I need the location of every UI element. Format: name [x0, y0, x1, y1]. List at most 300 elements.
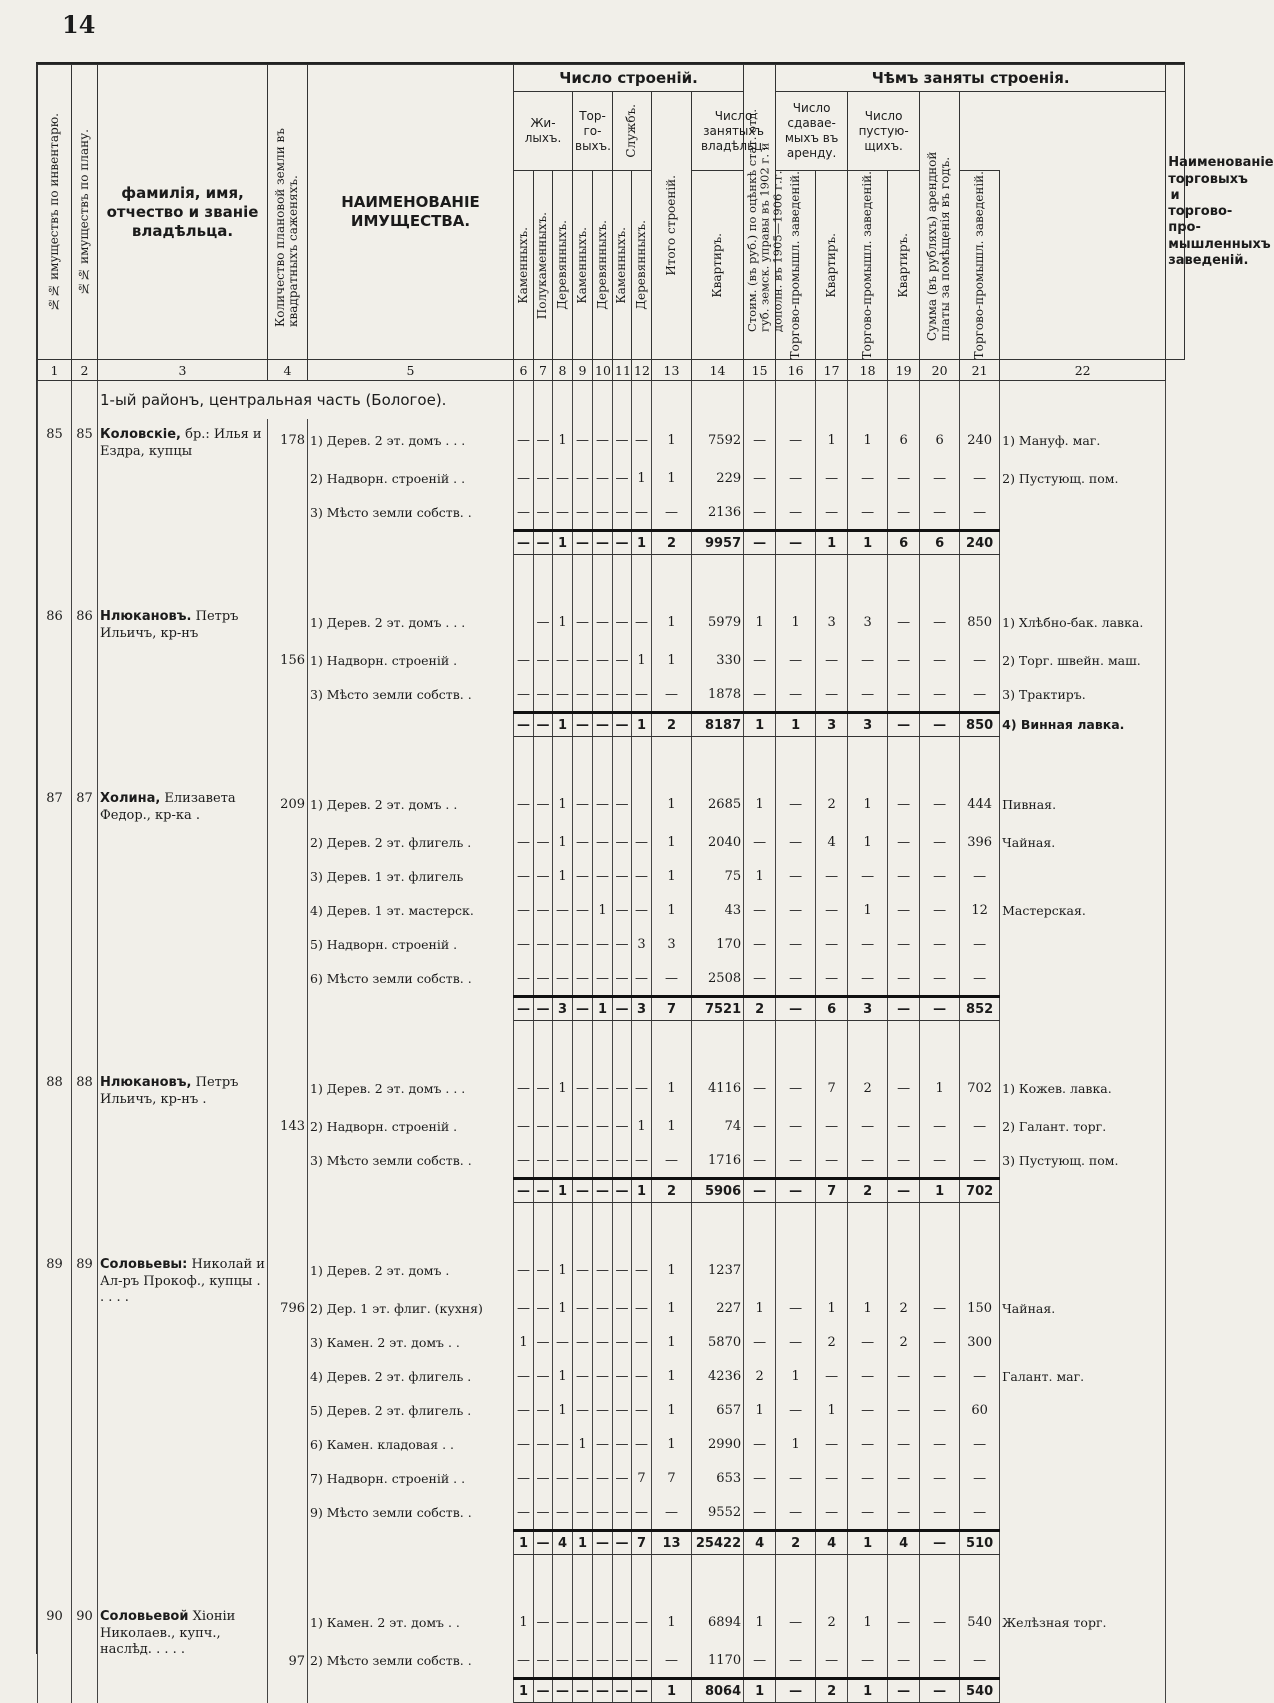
value-cell: — [534, 893, 553, 927]
value-cell: 6 [920, 419, 960, 461]
total-cell: 2 [848, 1179, 888, 1203]
inventory-number: 90 [38, 1601, 72, 1643]
owner-details: Петръ Ильичъ, кр-нъ . [100, 1075, 239, 1107]
empty-cell [816, 381, 848, 420]
value-cell: — [573, 1393, 593, 1427]
value-cell: — [573, 495, 593, 531]
value-cell: 2 [888, 1291, 920, 1325]
value-cell: — [573, 893, 593, 927]
header-value: Стоим. (въ руб.) по оцѣнкѣ стат. отд. губ. земск. управы въ 1902 г. и дополн. въ 1905—1906 г.г. [745, 109, 785, 333]
value-cell: 3 [848, 601, 888, 643]
value-cell: 1 [652, 601, 692, 643]
value-cell: — [593, 419, 613, 461]
plan-number: 85 [72, 419, 98, 461]
establishment-name [1000, 927, 1166, 961]
value-cell: — [573, 461, 593, 495]
column-number-row [38, 360, 1185, 381]
total-cell: 2 [816, 1679, 848, 1703]
empty-cell [268, 531, 308, 555]
land-area: 97 [268, 1643, 308, 1679]
empty-cell [98, 737, 268, 784]
property-name: 5) Дерев. 2 эт. флигель . [308, 1393, 514, 1427]
empty-cell [38, 1359, 72, 1393]
empty-cell [534, 555, 553, 602]
value-cell: — [816, 1143, 848, 1179]
header-wooden: Деревянныхъ. [554, 220, 569, 311]
total-cell: — [613, 1179, 632, 1203]
value-cell: — [632, 1249, 652, 1291]
total-cell: 1 [652, 1679, 692, 1703]
value-cell: — [613, 1291, 632, 1325]
empty-cell [593, 737, 613, 784]
value-cell: — [816, 677, 848, 713]
empty-cell [268, 1021, 308, 1068]
value-cell: 43 [692, 893, 744, 927]
spacer-row [38, 1203, 1185, 1250]
value-cell: 2685 [692, 783, 744, 825]
value-cell: — [632, 1291, 652, 1325]
empty-cell [652, 1555, 692, 1602]
total-cell: — [613, 997, 632, 1021]
total-cell: 3 [848, 713, 888, 737]
value-cell: — [744, 1067, 776, 1109]
empty-cell [268, 1461, 308, 1495]
empty-cell [920, 1021, 960, 1068]
property-name: 1) Дерев. 2 эт. домъ . . . [308, 419, 514, 461]
total-cell: — [888, 1679, 920, 1703]
empty-cell [776, 555, 816, 602]
header-total-buildings: Итого строеній. [663, 175, 678, 277]
value-cell: — [573, 1249, 593, 1291]
value-cell [920, 1249, 960, 1291]
column-number: 12 [632, 360, 652, 381]
value-cell: — [534, 1393, 553, 1427]
empty-cell [98, 531, 268, 555]
value-cell: — [960, 495, 1000, 531]
value-cell: — [593, 1359, 613, 1393]
value-cell: — [632, 419, 652, 461]
empty-cell [38, 713, 72, 737]
header-rent-sum: Сумма (въ рубляхъ) арендной платы за помѣщенія въ годъ. [925, 151, 953, 341]
land-area: 156 [268, 643, 308, 677]
value-cell: 1 [593, 893, 613, 927]
value-cell: 1 [652, 461, 692, 495]
value-cell: — [920, 495, 960, 531]
value-cell: — [816, 643, 848, 677]
value-cell: — [744, 677, 776, 713]
value-cell: — [960, 1143, 1000, 1179]
value-cell: 1 [776, 601, 816, 643]
value-cell: 1716 [692, 1143, 744, 1179]
value-cell: — [593, 1109, 613, 1143]
value-cell: — [920, 1109, 960, 1143]
value-cell: 1 [553, 783, 573, 825]
value-cell: — [920, 961, 960, 997]
total-cell: 3 [848, 997, 888, 1021]
empty-cell [72, 1643, 98, 1679]
empty-cell [38, 927, 72, 961]
owner-cell [98, 1249, 268, 1531]
empty-cell [72, 737, 98, 784]
value-cell: — [632, 1359, 652, 1393]
value-cell: — [573, 1143, 593, 1179]
entry-total-row [38, 713, 1185, 737]
value-cell: — [920, 461, 960, 495]
establishment-name: 1) Кожев. лавка. [1000, 1067, 1166, 1109]
empty-cell [514, 737, 534, 784]
empty-cell [72, 1143, 98, 1179]
column-number: 5 [308, 360, 514, 381]
establishment-name: Чайная. [1000, 825, 1166, 859]
entry-total-row [38, 1179, 1185, 1203]
total-cell: — [593, 713, 613, 737]
value-cell: — [514, 1427, 534, 1461]
value-cell: — [888, 859, 920, 893]
property-name: 1) Дерев. 2 эт. домъ . [308, 1249, 514, 1291]
value-cell: 7 [652, 1461, 692, 1495]
value-cell: 7 [632, 1461, 652, 1495]
empty-cell [514, 555, 534, 602]
property-register-table [37, 64, 1274, 1703]
value-cell: — [553, 1109, 573, 1143]
value-cell: 2508 [692, 961, 744, 997]
empty-cell [514, 1021, 534, 1068]
value-cell: 1 [553, 601, 573, 643]
empty-cell [72, 1393, 98, 1427]
value-cell: — [888, 893, 920, 927]
value-cell: — [534, 1067, 553, 1109]
total-cell: 7 [816, 1179, 848, 1203]
value-cell: — [816, 1495, 848, 1531]
value-cell: — [534, 825, 553, 859]
empty-cell [593, 555, 613, 602]
value-cell: — [920, 1461, 960, 1495]
property-name: 9) Мѣсто земли собств. . [308, 1495, 514, 1531]
owner-surname: Нлюкановъ. [100, 609, 192, 625]
empty-cell [38, 825, 72, 859]
empty-cell [632, 381, 652, 420]
owner-cell [98, 1067, 268, 1179]
establishment-name [1000, 997, 1166, 1021]
total-cell: — [888, 997, 920, 1021]
total-cell: — [573, 531, 593, 555]
value-cell: — [888, 1067, 920, 1109]
value-cell: 1 [652, 1359, 692, 1393]
total-cell: — [534, 1179, 553, 1203]
value-cell: — [744, 495, 776, 531]
total-cell: 8187 [692, 713, 744, 737]
value-cell: — [776, 1143, 816, 1179]
value-cell: — [920, 1427, 960, 1461]
value-cell: — [816, 1359, 848, 1393]
value-cell: — [888, 1359, 920, 1393]
value-cell: — [593, 495, 613, 531]
empty-cell [692, 1021, 744, 1068]
value-cell: — [816, 859, 848, 893]
owner-details: Петръ Ильичъ, кр-нъ [100, 609, 239, 641]
empty-cell [553, 1203, 573, 1250]
value-cell: — [593, 1067, 613, 1109]
header-service-wooden: Деревянныхъ. [633, 220, 648, 311]
empty-cell [308, 1179, 514, 1203]
value-cell: — [744, 927, 776, 961]
land-area: 178 [268, 419, 308, 461]
property-name: 4) Дерев. 2 эт. флигель . [308, 1359, 514, 1393]
empty-cell [573, 1555, 593, 1602]
value-cell: 1 [553, 825, 573, 859]
value-cell: — [573, 419, 593, 461]
land-area: 143 [268, 1109, 308, 1143]
value-cell: 1 [652, 825, 692, 859]
empty-cell [553, 1021, 573, 1068]
value-cell: — [573, 1643, 593, 1679]
empty-cell [268, 737, 308, 784]
empty-cell [38, 1021, 72, 1068]
value-cell: — [613, 643, 632, 677]
property-name: 1) Дерев. 2 эт. домъ . . [308, 783, 514, 825]
value-cell: 227 [692, 1291, 744, 1325]
empty-cell [534, 1555, 553, 1602]
header-service-stone: Каменныхъ. [614, 226, 629, 304]
property-name: 2) Надворн. строеній . . [308, 461, 514, 495]
value-cell: 5870 [692, 1325, 744, 1359]
column-number: 9 [573, 360, 593, 381]
value-cell: — [573, 1359, 593, 1393]
value-cell: — [744, 1143, 776, 1179]
empty-cell [38, 495, 72, 531]
total-cell: — [920, 1679, 960, 1703]
value-cell: — [776, 1495, 816, 1531]
value-cell: — [776, 927, 816, 961]
value-cell: 3 [816, 601, 848, 643]
property-name: 5) Надворн. строеній . [308, 927, 514, 961]
value-cell: — [816, 461, 848, 495]
total-cell: — [573, 997, 593, 1021]
value-cell: 1 [848, 893, 888, 927]
empty-cell [72, 1495, 98, 1531]
empty-cell [38, 961, 72, 997]
value-cell: — [776, 783, 816, 825]
value-cell: — [848, 859, 888, 893]
total-cell: — [888, 713, 920, 737]
value-cell: 300 [960, 1325, 1000, 1359]
establishment-name [1000, 1679, 1166, 1703]
value-cell: 1 [652, 1249, 692, 1291]
value-cell: 1 [632, 461, 652, 495]
empty-cell [308, 1203, 514, 1250]
value-cell: 1170 [692, 1643, 744, 1679]
value-cell: — [848, 1109, 888, 1143]
value-cell: 170 [692, 927, 744, 961]
owner-cell [98, 419, 268, 531]
value-cell: — [960, 1461, 1000, 1495]
empty-cell [888, 737, 920, 784]
value-cell: — [593, 1495, 613, 1531]
empty-cell [920, 1555, 960, 1602]
property-row [38, 1067, 1185, 1109]
value-cell: — [534, 419, 553, 461]
property-name: 3) Мѣсто земли собств. . [308, 677, 514, 713]
property-name: 3) Камен. 2 эт. домъ . . [308, 1325, 514, 1359]
value-cell: — [613, 677, 632, 713]
value-cell: — [534, 1359, 553, 1393]
value-cell: — [573, 1325, 593, 1359]
entry-total-row [38, 997, 1185, 1021]
value-cell: 1 [848, 419, 888, 461]
value-cell: — [776, 1109, 816, 1143]
empty-cell [268, 1601, 308, 1643]
empty-cell [308, 997, 514, 1021]
header-living: Жи-лыхъ. [514, 92, 573, 171]
entry-total-row [38, 1679, 1185, 1703]
value-cell: — [744, 1325, 776, 1359]
value-cell: — [573, 677, 593, 713]
value-cell: — [888, 927, 920, 961]
total-cell: — [553, 1679, 573, 1703]
column-number: 4 [268, 360, 308, 381]
empty-cell [38, 1109, 72, 1143]
empty-cell [776, 737, 816, 784]
empty-cell [848, 381, 888, 420]
value-cell: — [593, 461, 613, 495]
total-cell: 1 [744, 1679, 776, 1703]
empty-cell [776, 1021, 816, 1068]
value-cell: — [888, 961, 920, 997]
value-cell: — [632, 1495, 652, 1531]
value-cell [888, 1249, 920, 1291]
value-cell: — [514, 1067, 534, 1109]
empty-cell [98, 1679, 268, 1703]
empty-cell [308, 555, 514, 602]
value-cell: 1 [848, 825, 888, 859]
empty-cell [593, 1555, 613, 1602]
value-cell: — [514, 1643, 534, 1679]
value-cell: — [593, 927, 613, 961]
total-cell: — [744, 531, 776, 555]
value-cell: 60 [960, 1393, 1000, 1427]
total-cell: 850 [960, 713, 1000, 737]
plan-number: 87 [72, 783, 98, 825]
value-cell: — [960, 461, 1000, 495]
column-number: 2 [72, 360, 98, 381]
total-cell: 6 [920, 531, 960, 555]
empty-cell [553, 555, 573, 602]
column-number: 10 [593, 360, 613, 381]
empty-cell [98, 1021, 268, 1068]
value-cell: — [816, 961, 848, 997]
total-cell: — [776, 1679, 816, 1703]
value-cell: 1 [652, 1067, 692, 1109]
value-cell: — [848, 1359, 888, 1393]
value-cell: 240 [960, 419, 1000, 461]
register-table-wrapper [36, 62, 1274, 1699]
value-cell: 1 [573, 1427, 593, 1461]
value-cell: — [534, 961, 553, 997]
spacer-row [38, 737, 1185, 784]
value-cell: — [613, 1461, 632, 1495]
value-cell: 4 [816, 825, 848, 859]
empty-cell [98, 1531, 268, 1555]
value-cell: — [888, 783, 920, 825]
value-cell: — [920, 1643, 960, 1679]
empty-cell [888, 555, 920, 602]
value-cell: — [888, 1461, 920, 1495]
value-cell: — [613, 859, 632, 893]
value-cell: — [534, 1291, 553, 1325]
value-cell: — [593, 1249, 613, 1291]
header-rented-trade: Торгово-промышл. заведеній. [860, 171, 875, 360]
value-cell [632, 783, 652, 825]
total-cell: — [920, 1531, 960, 1555]
empty-cell [38, 1143, 72, 1179]
value-cell: 1 [776, 1427, 816, 1461]
value-cell: — [960, 859, 1000, 893]
table-body [38, 360, 1185, 1703]
property-name: 2) Дер. 1 эт. флиг. (кухня) [308, 1291, 514, 1325]
value-cell: — [553, 1325, 573, 1359]
page-number: 14 [62, 10, 96, 39]
value-cell: — [776, 643, 816, 677]
header-service: Службъ. [624, 104, 639, 158]
empty-cell [534, 1021, 553, 1068]
value-cell: — [573, 601, 593, 643]
empty-cell [960, 737, 1000, 784]
value-cell: — [593, 1427, 613, 1461]
empty-cell [72, 381, 98, 420]
property-name: 3) Дерев. 1 эт. флигель [308, 859, 514, 893]
value-cell: — [888, 825, 920, 859]
value-cell: — [744, 1109, 776, 1143]
value-cell: — [888, 1143, 920, 1179]
value-cell: — [848, 1495, 888, 1531]
header-owner: фамилія, имя, отчество и званіе владѣльца. [98, 65, 268, 360]
value-cell: — [534, 1461, 553, 1495]
value-cell: 1 [652, 1427, 692, 1461]
total-cell: 702 [960, 1179, 1000, 1203]
empty-cell [268, 961, 308, 997]
value-cell: — [888, 643, 920, 677]
total-cell: 3 [553, 997, 573, 1021]
owner-cell [98, 601, 268, 713]
total-cell: — [632, 1679, 652, 1703]
value-cell: — [652, 495, 692, 531]
value-cell: — [514, 783, 534, 825]
empty-cell [848, 1021, 888, 1068]
value-cell: 2 [848, 1067, 888, 1109]
owner-surname: Соловьевы: [100, 1257, 188, 1273]
value-cell: 2040 [692, 825, 744, 859]
total-cell: 7 [632, 1531, 652, 1555]
empty-cell [268, 1067, 308, 1109]
value-cell: — [514, 927, 534, 961]
empty-cell [268, 893, 308, 927]
value-cell: — [776, 495, 816, 531]
empty-cell [573, 1203, 593, 1250]
value-cell: 1 [553, 1359, 573, 1393]
value-cell: — [553, 1461, 573, 1495]
value-cell: — [920, 1601, 960, 1643]
empty-cell [632, 1021, 652, 1068]
value-cell: — [632, 961, 652, 997]
total-cell: — [534, 713, 553, 737]
empty-cell [72, 893, 98, 927]
total-cell: 1 [632, 1179, 652, 1203]
header-inventory-no: №№ имуществъ по инвентарю. [46, 112, 61, 312]
value-cell: — [744, 1495, 776, 1531]
empty-cell [268, 1679, 308, 1703]
value-cell: — [613, 1067, 632, 1109]
empty-cell [268, 1427, 308, 1461]
